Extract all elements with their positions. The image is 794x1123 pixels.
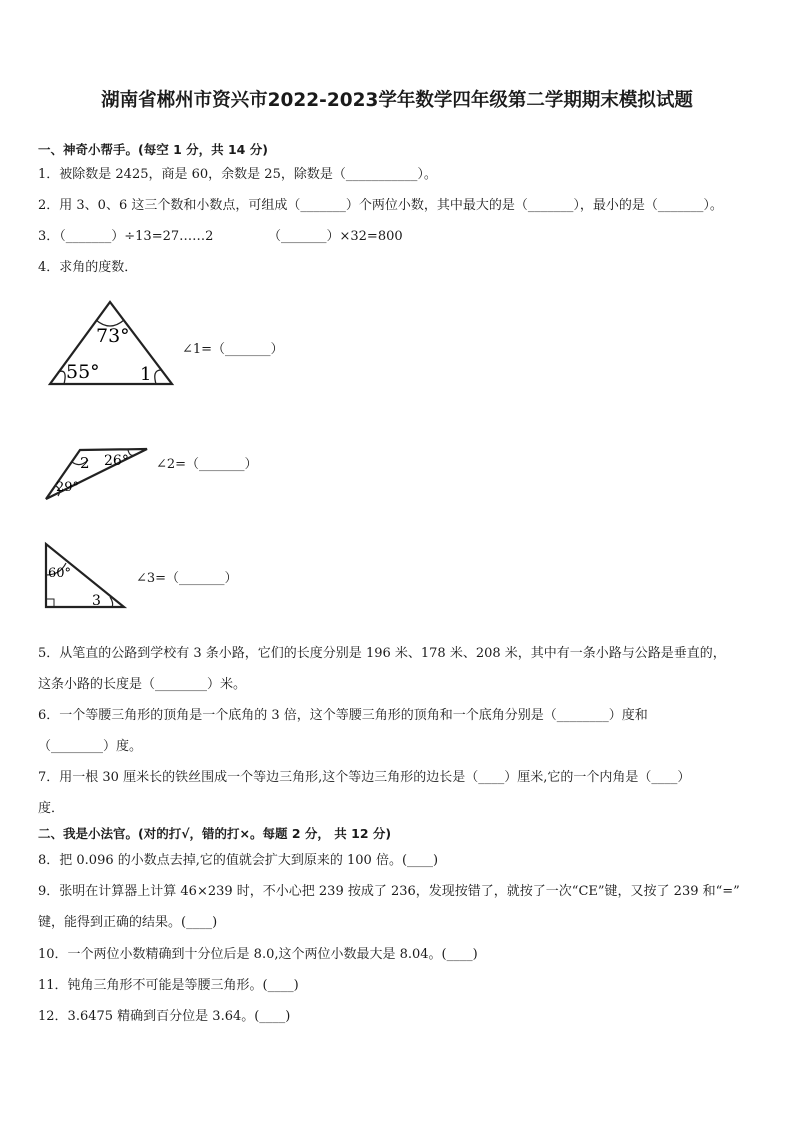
question-12: 12．3.6475 精确到百分位是 3.64。(____) — [38, 1009, 291, 1024]
angle-label-73: 73° — [96, 325, 130, 347]
question-2: 2．用 3、0、6 这三个数和小数点，可组成（_______）个两位小数，其中最大的是（_______），最小的是（_______）。 — [38, 198, 723, 213]
question-8: 8．把 0.096 的小数点去掉,它的值就会扩大到原来的 100 倍。(____) — [38, 853, 439, 868]
question-3b: （_______）×32=800 — [268, 229, 403, 244]
angle-label-3: 3 — [92, 593, 101, 609]
angle-arc-right — [155, 370, 161, 384]
answer-angle-1: ∠1=（_______） — [182, 342, 284, 357]
right-angle-mark — [46, 599, 54, 607]
angle-label-29: 29° — [56, 480, 80, 495]
question-6-line-1: 6．一个等腰三角形的顶角是一个底角的 3 倍，这个等腰三角形的顶角和一个底角分别是（________）度和 — [38, 708, 648, 723]
page-title: 湖南省郴州市资兴市2022-2023学年数学四年级第二学期期末模拟试题 — [101, 90, 693, 111]
question-5-line-1: 5．从笔直的公路到学校有 3 条小路，它们的长度分别是 196 米、178 米、208 米，其中有一条小路与公路是垂直的， — [38, 646, 726, 661]
question-11: 11．钝角三角形不可能是等腰三角形。(____) — [38, 978, 299, 993]
section-2-heading: 二、我是小法官。(对的打√，错的打×。每题 2 分， 共 12 分) — [38, 826, 392, 841]
triangle-figure-3 — [42, 541, 128, 611]
question-5-line-2: 这条小路的长度是（________）米。 — [38, 677, 247, 692]
triangle-figure-2 — [44, 446, 150, 502]
question-10: 10．一个两位小数精确到十分位后是 8.0,这个两位小数最大是 8.04。(____) — [38, 947, 478, 962]
angle-label-55: 55° — [66, 361, 100, 383]
triangle-figure-1 — [46, 298, 176, 390]
question-7-line-1: 7．用一根 30 厘米长的铁丝围成一个等边三角形,这个等边三角形的边长是（____）厘米,它的一个内角是（____） — [38, 770, 691, 785]
question-4: 4．求角的度数． — [38, 260, 138, 275]
answer-angle-2: ∠2=（_______） — [156, 457, 258, 472]
angle-label-2: 2 — [80, 454, 90, 472]
angle-label-60: 60° — [48, 566, 72, 581]
question-1: 1．被除数是 2425，商是 60，余数是 25，除数是（___________）。 — [38, 167, 437, 182]
question-3a: 3．（_______）÷13=27……2 — [38, 229, 214, 244]
question-9-line-2: 键，能得到正确的结果。(____) — [38, 915, 218, 930]
question-9-line-1: 9．张明在计算器上计算 46×239 时，不小心把 239 按成了 236，发现按错了，就按了一次“CE”键，又按了 239 和“=” — [38, 884, 740, 899]
angle-arc-26 — [128, 450, 136, 455]
answer-angle-3: ∠3=（_______） — [136, 571, 238, 586]
angle-label-1: 1 — [140, 364, 152, 385]
angle-label-26: 26° — [104, 453, 129, 469]
section-1-heading: 一、神奇小帮手。(每空 1 分，共 14 分) — [38, 142, 268, 157]
question-7-line-2: 度． — [38, 801, 65, 816]
question-6-line-2: （________）度。 — [38, 739, 143, 754]
